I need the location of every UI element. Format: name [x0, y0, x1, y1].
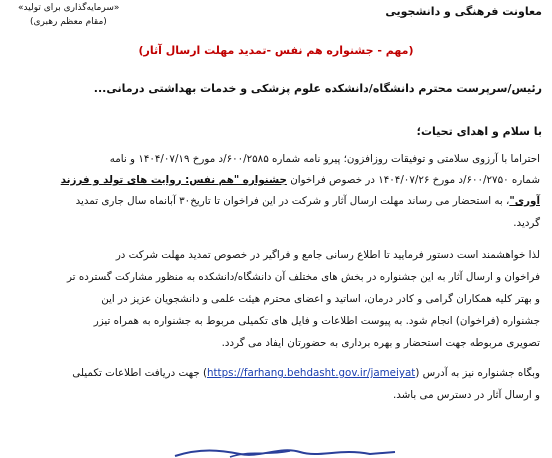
addressee: رئیس/سرپرست محترم دانشگاه/دانشکده علوم پزشکی و خدمات بهداشتی درمانی... — [93, 82, 542, 95]
slogan-line-2: (مقام معظم رهبری) — [30, 17, 107, 27]
body-line: و بهتر کلیه همکاران گرامی و کادر درمان، اساتید و اعضای محترم هیئت علمی و دانشجویان عزیز در این — [101, 293, 540, 305]
body-line: گردید. — [513, 217, 540, 229]
letter-subject: (مهم - جشنواره هم نفس -تمدید مهلت ارسال آثار) — [138, 44, 414, 57]
body-line: لذا خواهشمند است دستور فرمایید تا اطلاع رسانی جامع و فراگیر در خصوص تمدید مهلت شرکت در — [115, 249, 540, 261]
festival-website-link[interactable]: https://farhang.behdasht.gov.ir/jameiyat — [206, 367, 416, 379]
greeting: با سلام و اهدای تحیات؛ — [416, 125, 542, 138]
body-line: وبگاه جشنواره نیز به آدرس (https://farhang.behdasht.gov.ir/jameiyat) جهت دریافت اطلاعات تکمیلی — [72, 367, 540, 379]
body-line: تصویری مربوطه جهت استحضار و بهره برداری به حضورتان ایفاد می گردد. — [221, 337, 540, 349]
body-line: و ارسال آثار در دسترس می باشد. — [392, 389, 540, 401]
body-line: فراخوان و ارسال آثار به این جشنواره در بخش های مختلف آن دانشگاه/دانشکده به منظور مشارکت گسترده تر — [67, 271, 540, 283]
department-title: معاونت فرهنگی و دانشجویی — [385, 5, 542, 18]
festival-name-cont: آوری" — [509, 195, 540, 207]
body-line: آوری"، به استحضار می رساند مهلت ارسال آثار و شرکت در این فراخوان تا تاریخ۳۰ آبانماه سال جاری تمدید — [75, 195, 540, 207]
slogan-line-1: «سرمایه‌گذاری برای تولید» — [18, 3, 120, 13]
body-line: احتراما با آرزوی سلامتی و توفیقات روزافزون؛ پیرو نامه شماره ۶۰۰/۲۵۸۵/د مورخ ۱۴۰۴/۰۷/۱۹ و نامه — [109, 153, 540, 165]
body-line: شماره ۶۰۰/۲۷۵۰/د مورخ ۱۴۰۴/۰۷/۲۶ در خصوص فراخوان جشنواره "هم نفس: روایت های تولد و فرزند — [60, 174, 540, 186]
body-line: جشنواره (فراخوان) انجام شود. به پیوست اطلاعات و فایل های تکمیلی مربوط به جشنواره به همراه تیزر — [93, 315, 540, 327]
festival-name: جشنواره "هم نفس: روایت های تولد و فرزند — [60, 174, 287, 186]
